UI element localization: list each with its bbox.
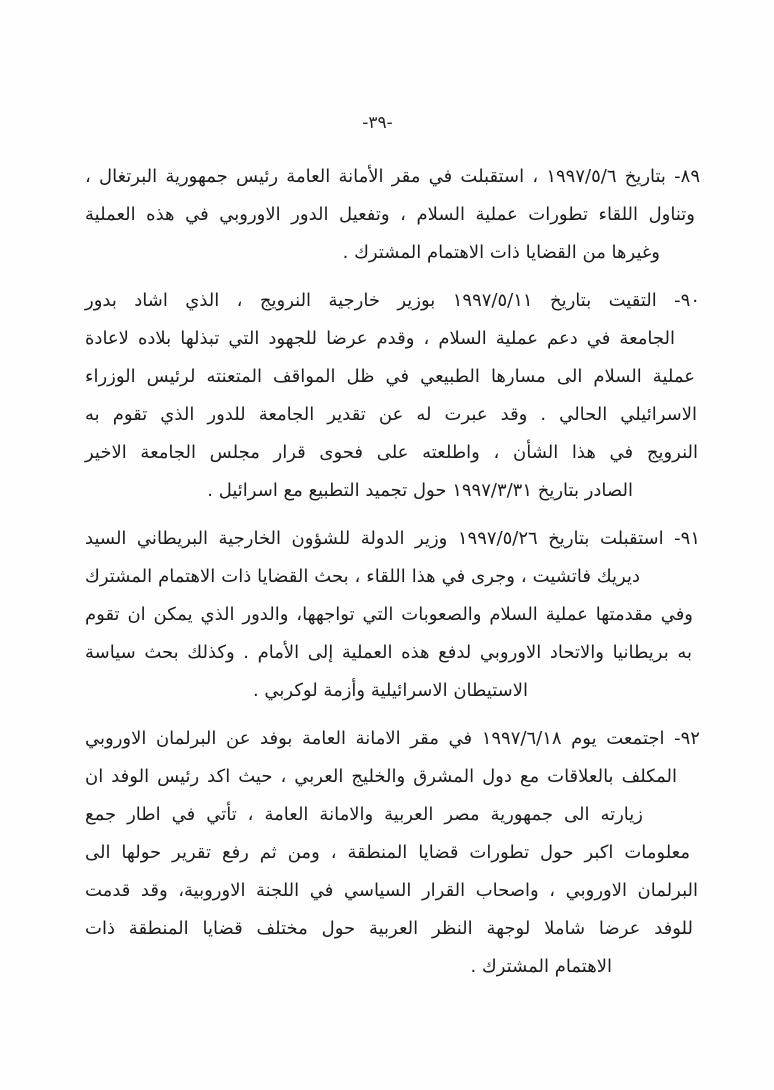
text-line: [85, 158, 700, 196]
text-line: وفي مقدمتها عملية السلام والصعوبات التي تواجهها، والدور الذي يمكن ان تقوم: [85, 604, 693, 625]
text-line: معلومات اكبر حول تطورات قضايا المنطقة ، ومن ثم رفع تقرير حولها الى: [85, 842, 690, 863]
paragraph-92-number: ٩٢-: [674, 728, 700, 749]
text-line: الاهتمام المشترك .: [470, 956, 612, 977]
text-line-content: التقيت بتاريخ ١٩٩٧/٥/١١ بوزير خارجية النرويج ، الذي اشاد بدور: [85, 290, 657, 311]
text-line: زيارته الى جمهورية مصر العربية والامانة العامة ، تأتي في اطار جمع: [85, 804, 643, 825]
text-line: [85, 720, 700, 758]
text-line: وتناول اللقاء تطورات عملية السلام ، وتفعيل الدور الاوروبي في هذه العملية: [85, 204, 695, 225]
text-line: [85, 282, 700, 320]
text-line: الجامعة في دعم عملية السلام ، وقدم عرضا للجهود التي تبذلها بلاده لاعادة: [85, 328, 675, 349]
text-line-content: استقبلت بتاريخ ١٩٩٧/٥/٢٦ وزير الدولة للشؤون الخارجية البريطاني السيد: [85, 528, 664, 549]
text-line: الاسرائيلي الحالي . وقد عبرت له عن تقدير الجامعة للدور الذي تقوم به: [85, 404, 697, 425]
text-line: ديريك فاتشيت ، وجرى في هذا اللقاء ، بحث القضايا ذات الاهتمام المشترك: [85, 566, 640, 587]
text-line: عملية السلام الى مسارها الطبيعي في ظل المواقف المتعنته لرئيس الوزراء: [85, 366, 695, 387]
paragraph-89-number: ٨٩-: [674, 166, 701, 187]
text-line: الاستيطان الاسرائيلية وأزمة لوكربي .: [252, 680, 528, 701]
paragraph-91: [85, 520, 700, 710]
text-line: البرلمان الاوروبي ، واصحاب القرار السياسي في اللجنة الاوروبية، وقد قدمت: [85, 880, 698, 901]
text-line: به بريطانيا والاتحاد الاوروبي لدفع هذه العملية إلى الأمام . وكذلك بحث سياسة: [85, 642, 692, 663]
paragraph-91-number: ٩١-: [674, 528, 700, 549]
text-line: النرويج في هذا الشأن ، واطلعته على فحوى قرار مجلس الجامعة الاخير: [85, 442, 698, 463]
text-line: [85, 520, 700, 558]
text-line: للوفد عرضا شاملا لوجهة النظر العربية حول مختلف قضايا المنطقة ذات: [85, 918, 693, 939]
text-line: الصادر بتاريخ ١٩٩٧/٣/٣١ حول تجميد التطبيع مع اسرائيل .: [207, 480, 633, 501]
paragraph-90: [85, 282, 700, 510]
text-line: المكلف بالعلاقات مع دول المشرق والخليج العربي ، حيث اكد رئيس الوفد ان: [85, 766, 677, 787]
text-line: وغيرها من القضايا ذات الاهتمام المشترك .: [342, 242, 660, 263]
text-line-content: بتاريخ ١٩٩٧/٥/٦ ، استقبلت في مقر الأمانة العامة رئيس جمهورية البرتغال ،: [85, 166, 666, 187]
paragraph-90-number: ٩٠-: [674, 290, 700, 311]
paragraph-92: [85, 720, 700, 986]
text-line-content: اجتمعت يوم ١٩٩٧/٦/١٨ في مقر الامانة العامة بوفد عن البرلمان الاوروبي: [85, 728, 665, 749]
document-body: [85, 158, 700, 996]
page-number: -٣٩-: [362, 113, 393, 133]
paragraph-89: [85, 158, 700, 272]
